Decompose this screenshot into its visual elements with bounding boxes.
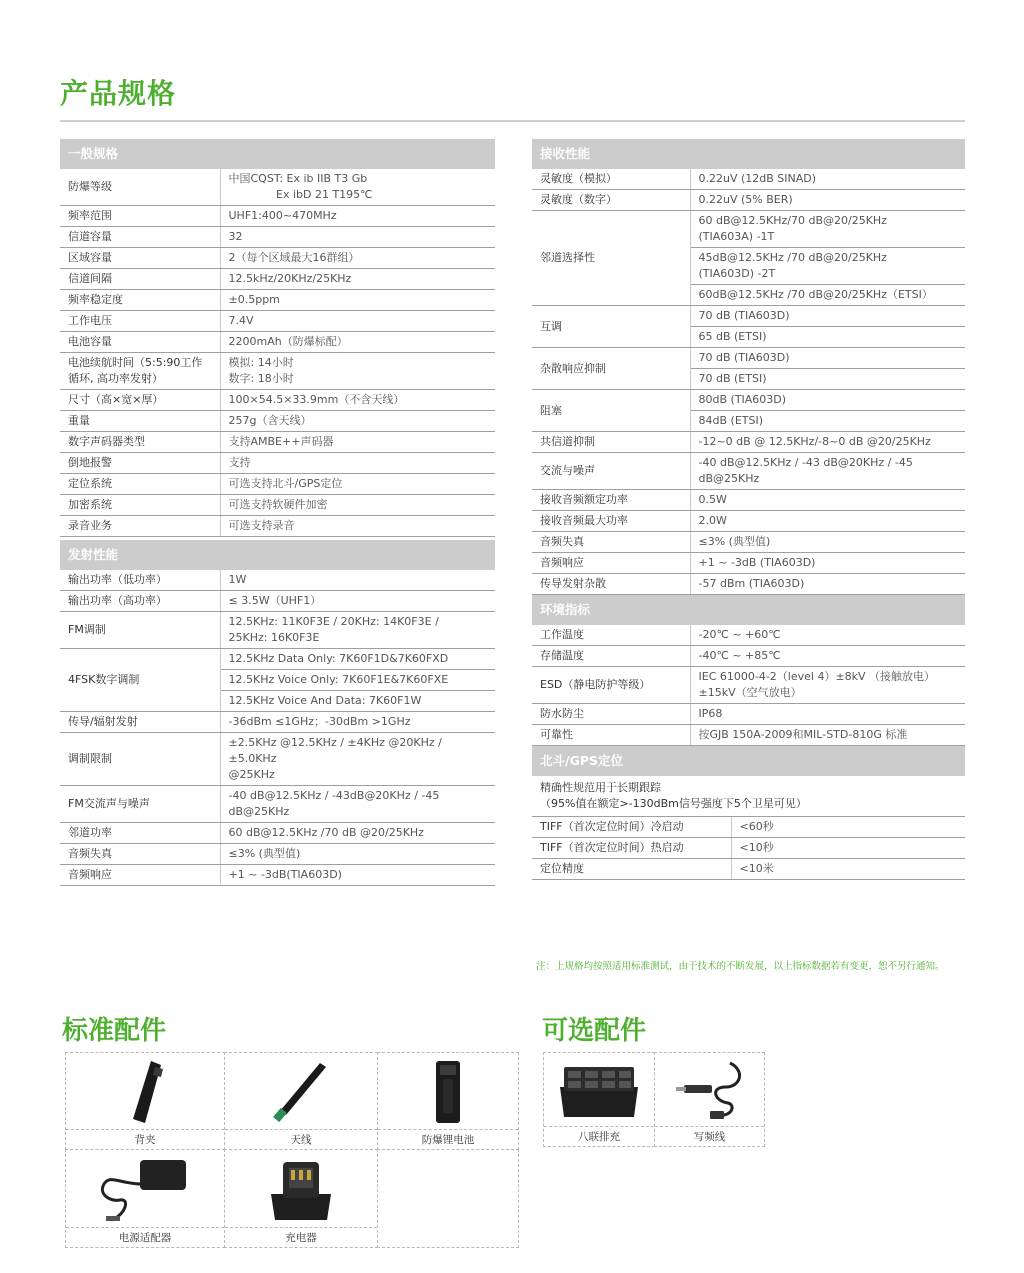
- spec-label: 录音业务: [60, 516, 220, 537]
- spec-value: [220, 411, 495, 432]
- spec-row: [60, 411, 495, 432]
- spec-row: [60, 353, 495, 390]
- spec-label: 4FSK数字调制: [60, 649, 220, 712]
- spec-value-line: 支持: [228, 456, 251, 469]
- spec-value: [220, 786, 495, 823]
- spec-row: [532, 553, 965, 574]
- spec-row: [532, 453, 965, 490]
- spec-label: 尺寸（高×宽×厚）: [60, 390, 220, 411]
- page-title: 产品规格: [60, 77, 177, 110]
- spec-value: [690, 574, 965, 595]
- spec-value: [690, 725, 965, 746]
- transmit-spec-table: [60, 570, 495, 886]
- left-spec-column: [60, 139, 495, 886]
- battery-icon: [428, 1057, 468, 1127]
- spec-label: ESD（静电防护等级）: [532, 667, 690, 704]
- spec-value-line: -12~0 dB @ 12.5KHz/-8~0 dB @20/25KHz: [698, 435, 931, 448]
- spec-value-line: (TIA603D) -2T: [698, 267, 776, 280]
- spec-value-line: 可选支持录音: [228, 519, 295, 532]
- spec-row: [60, 865, 495, 886]
- spec-row: [60, 290, 495, 311]
- standard-accessories-grid: [65, 1052, 519, 1248]
- gps-intro-line: 精确性规范用于长期跟踪: [540, 781, 661, 794]
- spec-value: [690, 625, 965, 646]
- spec-row: [60, 227, 495, 248]
- spec-row: [532, 704, 965, 725]
- accessory-antenna: [224, 1052, 378, 1150]
- spec-label: 音频响应: [60, 865, 220, 886]
- spec-value-line: 70 dB (TIA603D): [698, 309, 790, 322]
- spec-value-line: 65 dB (ETSI): [698, 330, 767, 343]
- spec-value-line: 1W: [228, 573, 247, 586]
- spec-label: 接收音频额定功率: [532, 490, 690, 511]
- accessory-label: 电源适配器: [66, 1227, 224, 1247]
- spec-value-line: 2.0W: [698, 514, 727, 527]
- accessory-label: 天线: [225, 1129, 377, 1149]
- spec-row: [60, 570, 495, 591]
- section-header-transmit: 发射性能: [60, 540, 495, 570]
- spec-value-line: 可选支持北斗/GPS定位: [228, 477, 343, 490]
- spec-value-line: IEC 61000-4-2（level 4）±8kV （接触放电）: [698, 670, 936, 683]
- spec-value: [690, 327, 965, 348]
- spec-label: 互调: [532, 306, 690, 348]
- spec-label: 输出功率（高功率）: [60, 591, 220, 612]
- spec-value: [220, 269, 495, 290]
- spec-value-line: -40 dB@12.5KHz / -43 dB@20KHz / -45: [698, 456, 913, 469]
- spec-value: [731, 838, 965, 859]
- spec-value: [690, 553, 965, 574]
- spec-label: 定位精度: [532, 859, 731, 880]
- standard-accessories-title: 标准配件: [62, 1016, 167, 1046]
- spec-value-line: +1 ~ -3dB(TIA603D): [228, 868, 342, 881]
- spec-label: 防爆等级: [60, 169, 220, 206]
- spec-row: [60, 733, 495, 786]
- spec-value-line: 12.5KHz Voice Only: 7K60F1E&7K60FXE: [228, 673, 449, 686]
- spec-value: [690, 490, 965, 511]
- footnote: 注：上规格均按照适用标准测试，由于技术的不断发展，以上指标数据若有变更，恕不另行通知。: [536, 961, 945, 972]
- spec-label: 区域容量: [60, 248, 220, 269]
- spec-value-line: 12.5KHz: 11K0F3E / 20KHz: 14K0F3E /: [228, 615, 439, 628]
- spec-value-line: IP68: [698, 707, 723, 720]
- spec-label: 定位系统: [60, 474, 220, 495]
- charger-icon: [261, 1154, 341, 1224]
- spec-value-line: 按GJB 150A-2009和MIL-STD-810G 标准: [698, 728, 908, 741]
- spec-row: [532, 390, 965, 411]
- spec-label: 交流与噪声: [532, 453, 690, 490]
- spec-label: 倒地报警: [60, 453, 220, 474]
- accessory-belt-clip: [65, 1052, 225, 1150]
- spec-value: [220, 390, 495, 411]
- spec-row: [60, 495, 495, 516]
- spec-value-line: 可选支持软硬件加密: [228, 498, 328, 511]
- spec-value-line: 0.5W: [698, 493, 727, 506]
- spec-value-line: -40 dB@12.5KHz / -43dB@20KHz / -45: [228, 789, 440, 802]
- spec-row: [60, 591, 495, 612]
- spec-label: 频率稳定度: [60, 290, 220, 311]
- environment-spec-table: [532, 625, 965, 746]
- spec-value: [690, 511, 965, 532]
- spec-value: [690, 169, 965, 190]
- spec-value: [220, 691, 495, 712]
- antenna-icon: [266, 1057, 336, 1127]
- spec-value-line: 支持AMBE++声码器: [228, 435, 334, 448]
- spec-value-line: 数字: 18小时: [228, 372, 294, 385]
- spec-label: 传导/辐射发射: [60, 712, 220, 733]
- spec-value: [220, 353, 495, 390]
- spec-label: TIFF（首次定位时间）冷启动: [532, 817, 731, 838]
- spec-label: 接收音频最大功率: [532, 511, 690, 532]
- spec-value: [220, 474, 495, 495]
- accessory-label: 充电器: [225, 1227, 377, 1247]
- spec-label: 信道间隔: [60, 269, 220, 290]
- spec-label: FM调制: [60, 612, 220, 649]
- receive-spec-table: [532, 169, 965, 595]
- spec-value: [690, 667, 965, 704]
- spec-value-line: 0.22uV (5% BER): [698, 193, 793, 206]
- spec-row: [60, 432, 495, 453]
- spec-label: 加密系统: [60, 495, 220, 516]
- spec-value: [220, 649, 495, 670]
- spec-value-line: <10米: [739, 862, 774, 875]
- spec-row: [532, 190, 965, 211]
- spec-label: 信道容量: [60, 227, 220, 248]
- spec-value-line: <10秒: [739, 841, 774, 854]
- programming-cable-icon: [670, 1057, 750, 1123]
- spec-row: [532, 625, 965, 646]
- spec-row: [532, 838, 965, 859]
- spec-value: [731, 859, 965, 880]
- spec-row: [60, 206, 495, 227]
- spec-row: [532, 211, 965, 248]
- spec-value: [731, 817, 965, 838]
- spec-value-line: -36dBm ≤1GHz；-30dBm >1GHz: [228, 715, 411, 728]
- spec-value-line: 80dB (TIA603D): [698, 393, 787, 406]
- spec-value: [690, 411, 965, 432]
- spec-value: [220, 570, 495, 591]
- spec-value-line: dB@25KHz: [228, 805, 290, 818]
- spec-label: 工作电压: [60, 311, 220, 332]
- spec-row: [60, 269, 495, 290]
- spec-value-line: (TIA603A) -1T: [698, 230, 775, 243]
- spec-row: [532, 646, 965, 667]
- gps-intro: [532, 776, 965, 817]
- spec-value-line: 12.5KHz Voice And Data: 7K60F1W: [228, 694, 422, 707]
- spec-row: [60, 823, 495, 844]
- section-header-gps: 北斗/GPS定位: [532, 746, 965, 776]
- spec-label: 电池续航时间（5:5:90工作循环, 高功率发射）: [60, 353, 220, 390]
- spec-value-line: 45dB@12.5KHz /70 dB@20/25KHz: [698, 251, 887, 264]
- accessory-label: 背夹: [66, 1129, 224, 1149]
- spec-row: [60, 311, 495, 332]
- spec-row: [60, 474, 495, 495]
- spec-value: [690, 248, 965, 285]
- spec-value: [220, 311, 495, 332]
- spec-value: [690, 369, 965, 390]
- accessory-programming-cable: [654, 1052, 765, 1147]
- spec-row: [532, 169, 965, 190]
- spec-value: [220, 733, 495, 786]
- spec-value: [220, 495, 495, 516]
- spec-value-line: +1 ~ -3dB (TIA603D): [698, 556, 816, 569]
- spec-row: [60, 786, 495, 823]
- spec-row: [60, 649, 495, 670]
- spec-label: TIFF（首次定位时间）热启动: [532, 838, 731, 859]
- spec-value-line: 70 dB (TIA603D): [698, 351, 790, 364]
- spec-value: [690, 390, 965, 411]
- optional-accessories-grid: [543, 1052, 765, 1147]
- spec-row: [532, 667, 965, 704]
- spec-label: 音频失真: [532, 532, 690, 553]
- spec-value: [220, 169, 495, 206]
- spec-value: [220, 206, 495, 227]
- spec-row: [532, 511, 965, 532]
- spec-value: [690, 190, 965, 211]
- spec-label: 频率范围: [60, 206, 220, 227]
- spec-value-line: ±2.5KHz @12.5KHz / ±4KHz @20KHz / ±5.0KHz: [228, 736, 442, 765]
- spec-value-line: 60 dB@12.5KHz /70 dB @20/25KHz: [228, 826, 424, 839]
- section-header-environment: 环境指标: [532, 595, 965, 625]
- spec-label: 杂散响应抑制: [532, 348, 690, 390]
- spec-value-line: -20℃ ~ +60℃: [698, 628, 781, 641]
- spec-value-line: ±15kV（空气放电）: [698, 686, 802, 699]
- right-spec-column: [532, 139, 965, 880]
- spec-value-line: 84dB (ETSI): [698, 414, 764, 427]
- spec-value-line: UHF1:400~470MHz: [228, 209, 337, 222]
- gps-intro-line: （95%值在额定>-130dBm信号强度下5个卫星可见）: [540, 797, 807, 810]
- spec-value-line: 0.22uV (12dB SINAD): [698, 172, 817, 185]
- spec-label: 灵敏度（模拟）: [532, 169, 690, 190]
- belt-clip-icon: [115, 1057, 175, 1127]
- spec-value: [220, 516, 495, 537]
- accessory-multi-charger: [543, 1052, 655, 1147]
- spec-value-line: 中国CQST: Ex ib IIB T3 Gb: [228, 172, 368, 185]
- spec-label: 数字声码器类型: [60, 432, 220, 453]
- multi-charger-icon: [554, 1057, 644, 1123]
- spec-label: 存储温度: [532, 646, 690, 667]
- spec-row: [60, 612, 495, 649]
- spec-value-line: 2200mAh（防爆标配）: [228, 335, 348, 348]
- spec-row: [60, 453, 495, 474]
- spec-value-line: @25KHz: [228, 768, 275, 781]
- spec-label: 邻道选择性: [532, 211, 690, 306]
- spec-value-line: 60 dB@12.5KHz/70 dB@20/25KHz: [698, 214, 887, 227]
- spec-value: [220, 844, 495, 865]
- spec-label: 邻道功率: [60, 823, 220, 844]
- spec-value: [220, 453, 495, 474]
- spec-row: [60, 390, 495, 411]
- spec-value: [690, 348, 965, 369]
- spec-value: [220, 332, 495, 353]
- spec-value: [690, 453, 965, 490]
- accessory-label: 写频线: [655, 1126, 764, 1146]
- section-header-receive: 接收性能: [532, 139, 965, 169]
- spec-row: [60, 844, 495, 865]
- spec-value: [690, 306, 965, 327]
- spec-value-line: 257g（含天线）: [228, 414, 312, 427]
- optional-accessories-title: 可选配件: [542, 1016, 647, 1046]
- spec-value-line: 100×54.5×33.9mm（不含天线）: [228, 393, 405, 406]
- spec-label: 工作温度: [532, 625, 690, 646]
- spec-value-line: -40℃ ~ +85℃: [698, 649, 781, 662]
- spec-label: 电池容量: [60, 332, 220, 353]
- spec-label: 音频响应: [532, 553, 690, 574]
- accessory-empty-cell: [377, 1149, 519, 1248]
- spec-label: 可靠性: [532, 725, 690, 746]
- spec-value: [220, 591, 495, 612]
- spec-value: [220, 290, 495, 311]
- spec-row: [532, 348, 965, 369]
- spec-value-line: <60秒: [739, 820, 774, 833]
- spec-value-line: Ex ibD 21 T195℃: [228, 188, 373, 201]
- power-adapter-icon: [90, 1154, 200, 1226]
- spec-row: [60, 169, 495, 206]
- title-divider: [60, 120, 965, 122]
- spec-value: [690, 285, 965, 306]
- spec-value-line: ≤3% (典型值): [698, 535, 771, 548]
- gps-spec-table: [532, 817, 965, 880]
- spec-value: [220, 865, 495, 886]
- spec-row: [532, 859, 965, 880]
- spec-value-line: 2（每个区域最大16群组）: [228, 251, 360, 264]
- accessory-power-adapter: [65, 1149, 225, 1248]
- spec-value-line: ±0.5ppm: [228, 293, 280, 306]
- accessory-battery: [377, 1052, 519, 1150]
- spec-row: [532, 432, 965, 453]
- spec-value: [690, 704, 965, 725]
- spec-value-line: ≤ 3.5W（UHF1）: [228, 594, 322, 607]
- spec-value-line: 25KHz: 16K0F3E: [228, 631, 320, 644]
- spec-value: [220, 227, 495, 248]
- spec-label: 传导发射杂散: [532, 574, 690, 595]
- spec-row: [532, 532, 965, 553]
- spec-row: [60, 248, 495, 269]
- spec-value: [220, 823, 495, 844]
- spec-row: [532, 306, 965, 327]
- spec-value-line: 60dB@12.5KHz /70 dB@20/25KHz（ETSI）: [698, 288, 933, 301]
- spec-label: 灵敏度（数字）: [532, 190, 690, 211]
- spec-value-line: 7.4V: [228, 314, 254, 327]
- spec-row: [532, 817, 965, 838]
- spec-row: [60, 332, 495, 353]
- spec-value: [220, 712, 495, 733]
- spec-value-line: 12.5KHz Data Only: 7K60F1D&7K60FXD: [228, 652, 449, 665]
- spec-value: [690, 646, 965, 667]
- spec-label: 共信道抑制: [532, 432, 690, 453]
- accessory-charger: [224, 1149, 378, 1248]
- spec-value: [220, 670, 495, 691]
- accessory-label: 防爆锂电池: [378, 1129, 518, 1149]
- spec-value-line: 模拟: 14小时: [228, 356, 294, 369]
- spec-value-line: 70 dB (ETSI): [698, 372, 767, 385]
- accessory-label: 八联排充: [544, 1126, 654, 1146]
- spec-value: [220, 248, 495, 269]
- spec-label: 防水防尘: [532, 704, 690, 725]
- section-header-general: 一般规格: [60, 139, 495, 169]
- spec-label: 音频失真: [60, 844, 220, 865]
- spec-value-line: 32: [228, 230, 243, 243]
- spec-row: [532, 490, 965, 511]
- spec-value-line: dB@25KHz: [698, 472, 760, 485]
- spec-label: FM交流声与噪声: [60, 786, 220, 823]
- spec-row: [60, 712, 495, 733]
- spec-label: 阻塞: [532, 390, 690, 432]
- spec-row: [60, 516, 495, 537]
- spec-row: [532, 725, 965, 746]
- spec-label: 调制限制: [60, 733, 220, 786]
- general-spec-table: [60, 169, 495, 537]
- spec-value: [690, 532, 965, 553]
- spec-label: 重量: [60, 411, 220, 432]
- spec-value-line: -57 dBm (TIA603D): [698, 577, 805, 590]
- spec-value: [220, 432, 495, 453]
- spec-value-line: 12.5kHz/20KHz/25KHz: [228, 272, 352, 285]
- spec-label: 输出功率（低功率）: [60, 570, 220, 591]
- spec-value-line: ≤3% (典型值): [228, 847, 301, 860]
- spec-value: [690, 432, 965, 453]
- spec-value: [690, 211, 965, 248]
- spec-value: [220, 612, 495, 649]
- spec-row: [532, 574, 965, 595]
